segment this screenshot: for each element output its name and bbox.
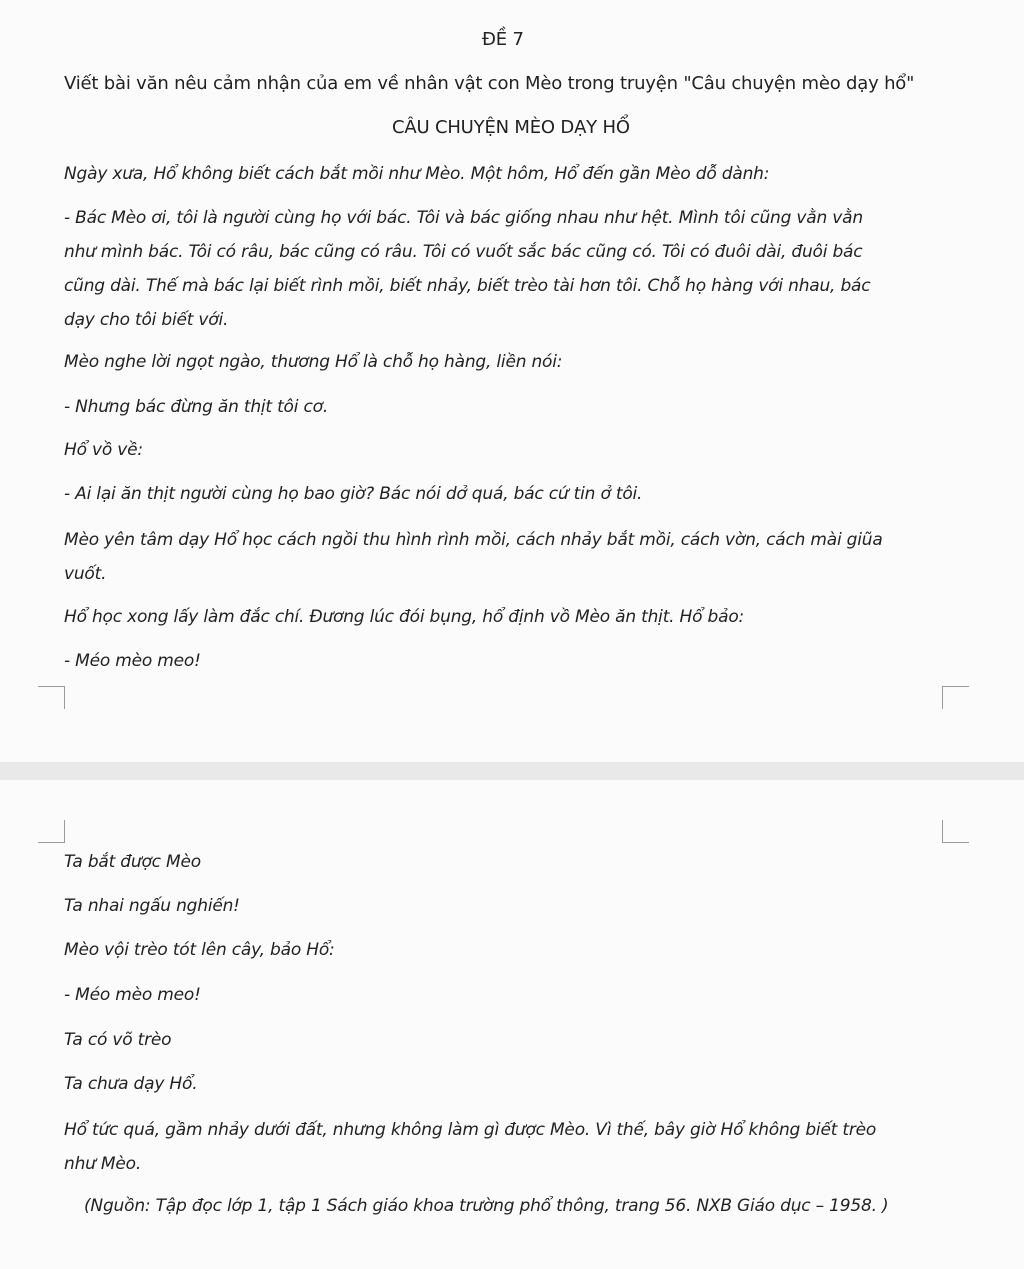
story-line: như mình bác. Tôi có râu, bác cũng có râu. Tôi có vuốt sắc bác cũng có. Tôi có đuôi dài, đuôi bác (64, 242, 863, 262)
story-line: - Bác Mèo ơi, tôi là người cùng họ với bác. Tôi và bác giống nhau như hệt. Mình tôi cũng vằn vằn (64, 208, 863, 228)
margin-corner-mark (942, 686, 969, 709)
story-line: Ta nhai ngấu nghiến! (64, 896, 240, 916)
story-line: - Méo mèo meo! (64, 651, 201, 671)
essay-prompt: Viết bài văn nêu cảm nhận của em về nhân vật con Mèo trong truyện "Câu chuyện mèo dạy hổ" (64, 73, 915, 94)
story-line: - Nhưng bác đừng ăn thịt tôi cơ. (64, 397, 329, 417)
story-line: - Ai lại ăn thịt người cùng họ bao giờ? Bác nói dở quá, bác cứ tin ở tôi. (64, 484, 643, 504)
source-citation: (Nguồn: Tập đọc lớp 1, tập 1 Sách giáo khoa trường phổ thông, trang 56. NXB Giáo dục – 1958. ) (84, 1196, 889, 1216)
story-line: - Méo mèo meo! (64, 985, 201, 1005)
margin-corner-mark (38, 820, 65, 843)
story-line: Ta có võ trèo (64, 1030, 172, 1050)
story-line: Ta chưa dạy Hổ. (64, 1074, 198, 1094)
story-line: Ngày xưa, Hổ không biết cách bắt mồi như Mèo. Một hôm, Hổ đến gần Mèo dỗ dành: (64, 164, 770, 184)
story-line: cũng dài. Thế mà bác lại biết rình mồi, biết nhảy, biết trèo tài hơn tôi. Chỗ họ hàng với nhau, bác (64, 276, 871, 296)
story-title: CÂU CHUYỆN MÈO DẠY HỔ (392, 117, 630, 138)
story-line: Hổ học xong lấy làm đắc chí. Đương lúc đói bụng, hổ định vồ Mèo ăn thịt. Hổ bảo: (64, 607, 745, 627)
story-line: Hổ tức quá, gầm nhảy dưới đất, nhưng không làm gì được Mèo. Vì thế, bây giờ Hổ không biết trèo (64, 1120, 877, 1140)
story-line: Mèo nghe lời ngọt ngào, thương Hổ là chỗ họ hàng, liền nói: (64, 352, 563, 372)
story-line: vuốt. (64, 564, 107, 584)
exam-title: ĐỀ 7 (482, 29, 524, 50)
margin-corner-mark (942, 820, 969, 843)
story-line: Ta bắt được Mèo (64, 852, 201, 872)
story-line: Mèo vội trèo tót lên cây, bảo Hổ: (64, 940, 335, 960)
story-line: dạy cho tôi biết với. (64, 310, 229, 330)
story-line: Hổ vồ về: (64, 440, 143, 460)
story-line: Mèo yên tâm dạy Hổ học cách ngồi thu hình rình mồi, cách nhảy bắt mồi, cách vờn, cách mài giũa (64, 530, 883, 550)
document-page-2 (0, 780, 1024, 1269)
story-line: như Mèo. (64, 1154, 142, 1174)
margin-corner-mark (38, 686, 65, 709)
